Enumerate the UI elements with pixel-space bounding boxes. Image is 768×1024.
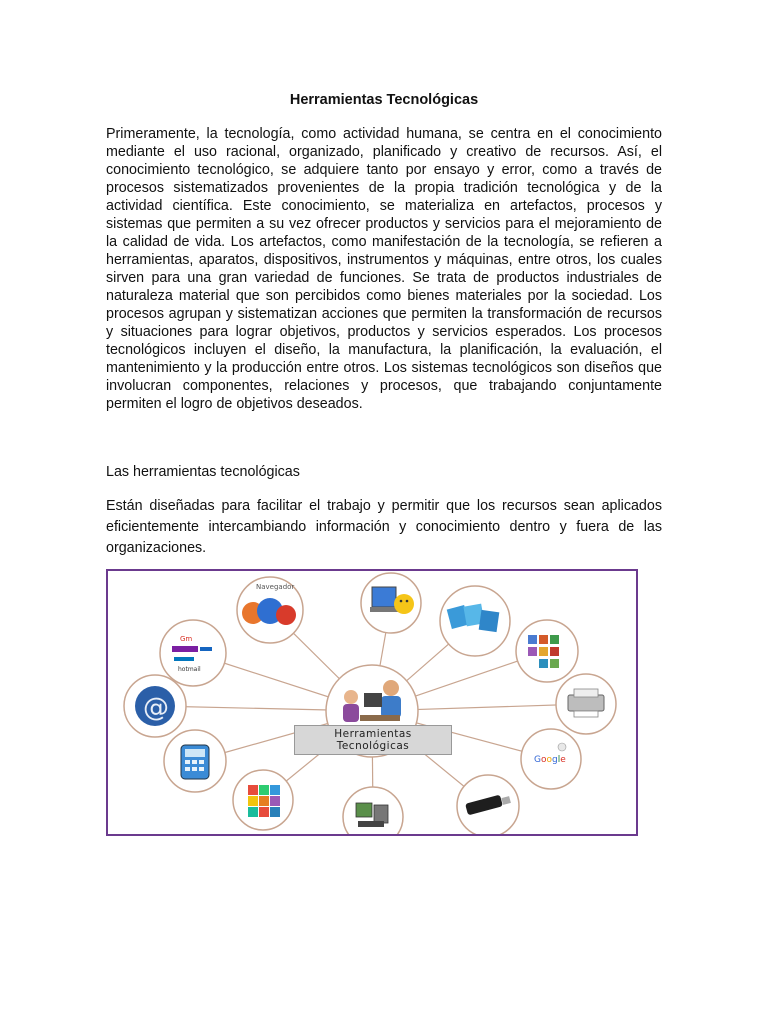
floppy-disks-icon xyxy=(440,586,510,656)
center-label xyxy=(294,725,452,755)
computer-smiley-icon xyxy=(361,573,421,633)
intro-paragraph: Primeramente, la tecnología, como actividad humana, se centra en el conocimiento mediante el uso racional, organizado, planificado y creativo de recursos. Así, el conocimiento tecnológico, se adquiere tanto por ensayo y error, como a través de procesos sistematizados provenientes de la propia tradición tecnológica y de la actividad científica. Este conocimiento, se materializa en artefactos, procesos y sistemas que permiten a su vez ofrecer productos y servicios para el mejoramiento de la calidad de vida. Los artefactos, como manifestación de la tecnología, se refieren a herramientas, aparatos, dispositivos, instrumentos y máquinas, entre otros, los cuales sirven para una gran variedad de funciones. Se trata de productos industriales de naturaleza material que son percibidos como bienes materiales por la sociedad. Los procesos agrupan y sistematizan acciones que permiten la transformación de recursos y situaciones para lograr objetivos, productos y servicios esperados. Los procesos tecnológicos incluyen el diseño, la manufactura, la planificación, la evaluación, el mantenimiento y la producción entre otros. Los sistemas tecnológicos son diseños que involucran componentes, relaciones y procesos, que trabajando conjuntamente permiten el logro de objetivos deseados. xyxy=(106,126,662,412)
rubiks-cube-icon xyxy=(233,770,293,830)
printer-icon xyxy=(556,674,616,734)
svg-text:hotmail: hotmail xyxy=(178,666,201,673)
center-label-line2: Tecnológicas xyxy=(336,740,410,752)
browsers-icon xyxy=(237,577,303,643)
calculator-phone-icon xyxy=(164,730,226,792)
center-label-line1: Herramientas xyxy=(334,728,412,740)
svg-text:Navegador: Navegador xyxy=(256,583,295,591)
hardware-devices-icon xyxy=(343,787,403,834)
svg-text:Google: Google xyxy=(534,755,566,765)
google-search-icon xyxy=(521,729,581,789)
svg-text:Gm: Gm xyxy=(180,635,193,643)
office-apps-icon xyxy=(516,620,578,682)
section-paragraph: Están diseñadas para facilitar el trabajo y permitir que los recursos sean aplicados eficientemente intercambiando información y conocimiento dentro y fuera de las organizaciones. xyxy=(106,498,662,556)
tools-diagram xyxy=(106,569,638,836)
usb-drive-icon xyxy=(457,775,519,834)
svg-text:@: @ xyxy=(143,693,169,723)
internet-at-icon xyxy=(124,675,186,737)
diagram-graphic xyxy=(108,571,636,834)
email-logos-icon xyxy=(160,620,226,686)
page-title: Herramientas Tecnológicas xyxy=(289,92,479,108)
section-heading: Las herramientas tecnológicas xyxy=(106,464,300,480)
